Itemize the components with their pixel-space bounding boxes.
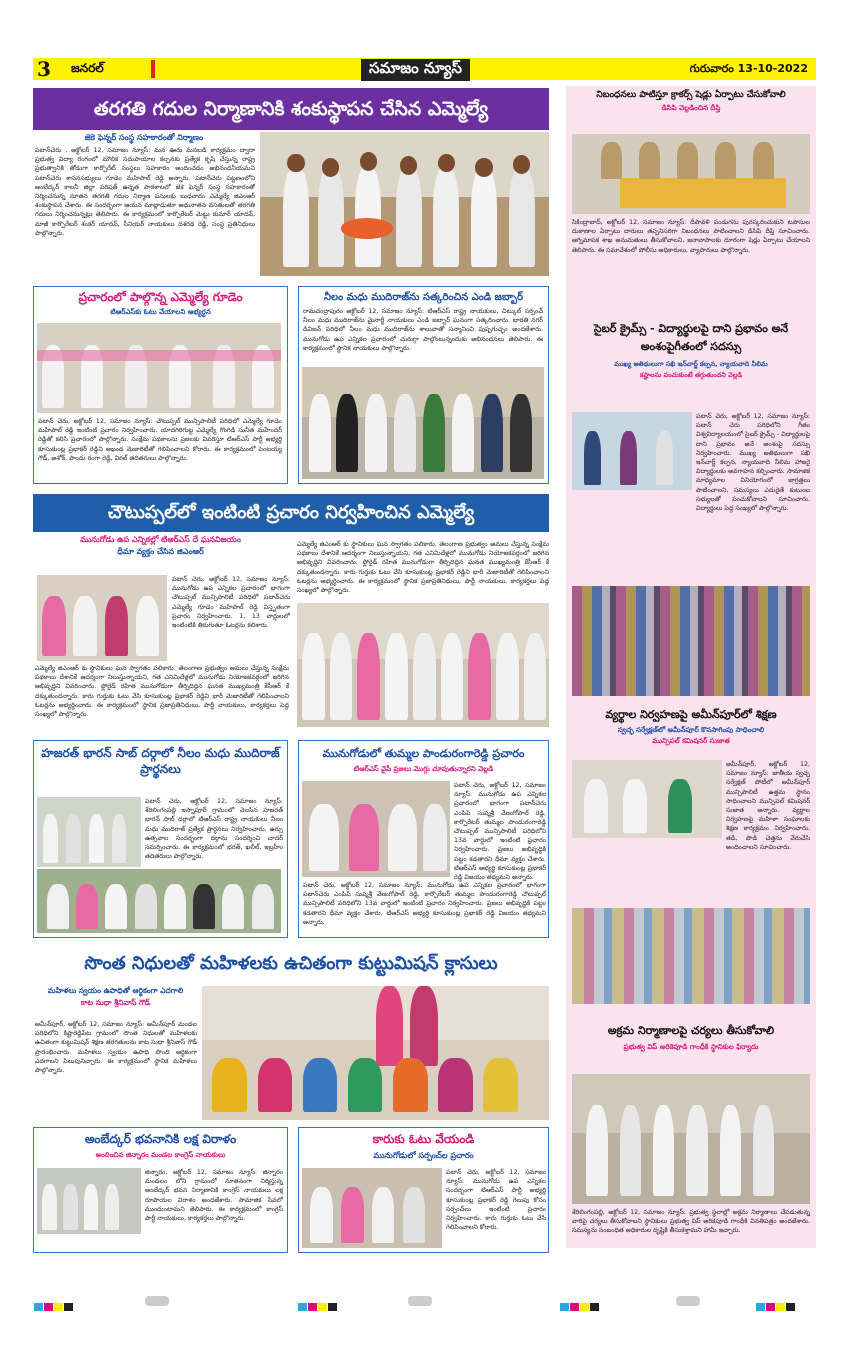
article-5-photo-2 <box>37 869 281 933</box>
article-2-photo <box>37 323 281 413</box>
article-5-body: పటాన్ చెరు, అక్టోబర్ 12, సమాజం న్యూస్: శేరిలింగంపల్లి ఇస్నాపూర్ గ్రామంలో వెలసిన హజరత్ భారన్ సాబ్ దర్గాలో టిఆర్ఎస్ రాష్ట్ర నాయకులు నీలం మధు ముదిరాజ్ ప్రత్యేక ప్రార్థనలు నిర్వహించారు. ఉర్సు ఉత్సవాల సందర్భంగా దర్గాను సందర్శించి చాదర్ సమర్పించారు. ఈ కార్యక్రమంలో భరత్, ఖలీల్, ఇబ్రహీం తదితరులు పాల్గొన్నారు. <box>145 798 283 861</box>
footer-color-bar-3 <box>560 1296 620 1306</box>
article-1-sub: జెకె ఫెన్నర్ సంస్థ సహకారంతో నిర్మాణం <box>84 133 204 142</box>
sidebar-article-4-body: శేరిలింగంపల్లి, అక్టోబర్ 12, సమాజం న్యూస్: ప్రభుత్వ స్థలాల్లో అక్రమ నిర్మాణాలు చేపడుతున్న వారిపై చర్యలు తీసుకోవాలని స్థానికులు ప్రభుత్వ విప్ అరికెపూడి గాంధీకి వినతిపత్రం అందజేశారు. సమస్యను సంబంధిత అధికారుల దృష్టికి తీసుకెళ్తామని హామీ ఇచ్చారు. <box>572 1209 810 1235</box>
article-4-photo-2 <box>297 603 549 727</box>
article-1-photo <box>260 132 549 276</box>
page-header <box>33 58 816 80</box>
sidebar-article-2-body: పటాన్ చెరు, అక్టోబర్ 12, సమాజం న్యూస్: పటాన్ చెరు పరిధిలోని గీతం విశ్వవిద్యాలయంలో సైబర్ క్రైమ్స్ - విద్యార్థులపై దాని ప్రభావం అనే అంశంపై సదస్సు నిర్వహించారు. ముఖ్య అతిథులుగా సఖి ఇన్‌చార్జ్ కల్పన, న్యాయవాది నీలిమ హాజరై విద్యార్థులకు అవగాహన కల్పించారు. సామాజిక మాధ్యమాల వినియోగంలో జాగ్రత్తలు పాటించాలని, సమస్యలు ఎదురైతే కుటుంబ సభ్యులతో పంచుకోవాలని సూచించారు. విద్యార్థులు పెద్ద సంఖ్యలో పాల్గొన్నారు. <box>696 413 810 513</box>
sidebar-article-4-photo <box>572 1074 810 1204</box>
footer-color-bar-2 <box>298 1296 358 1306</box>
article-6-body: పటాన్ చెరు, అక్టోబర్ 12, సమాజం న్యూస్: మునుగోడు ఉప ఎన్నికల ప్రచారంలో భాగంగా పటాన్‌చెరు ఎంపిపి సుష్మశ్రీ వేణుగోపాల్ రెడ్డి, కార్పొరేటర్ తుమ్మల పాండురంగారెడ్డి చౌటుప్పల్ మున్సిపాలిటీ పరిధిలోని 13వ వార్డులో ఇంటింటి ప్రచారం నిర్వహించారు. ప్రజలు అభివృద్ధికి పట్టం కడతారని ధీమా వ్యక్తం చేశారు. టిఆర్ఎస్ అభ్యర్థి కూసుకుంట్ల ప్రభాకర్ రెడ్డి విజయం తథ్యమని అన్నారు. <box>454 782 546 882</box>
header-divider <box>151 60 155 78</box>
footer-marker-3 <box>676 1296 700 1306</box>
article-6: మునుగోడులో తుమ్మల పాండురంగారెడ్డి ప్రచారం టిఆర్ఎస్ వైపే ప్రజలు మొగ్గు చూపుతున్నారని వెల్లడి పటాన్ చెరు, అక్టోబర్ 12, సమాజం న్యూస్: మునుగోడు ఉప ఎన్నికల ప్రచారంలో భాగంగా పటాన్‌చెరు ఎంపిపి సుష్మశ్రీ వేణుగోపాల్ రెడ్డి, కార్పొరేటర్ తుమ్మల పాండురంగారెడ్డి చౌటుప్పల్ మున్సిపాలిటీ పరిధిలోని 13వ వార్డులో ఇంటింటి ప్రచారం నిర్వహించారు. ప్రజలు అభివృద్ధికి పట్టం కడతారని ధీమా వ్యక్తం చేశారు. టిఆర్ఎస్ అభ్యర్థి కూసుకుంట్ల ప్రభాకర్ రెడ్డి విజయం తథ్యమని అన్నారు. పటాన్ చెరు, అక్టోబర్ 12, సమాజం న్యూస్: మునుగోడు ఉప ఎన్నికల ప్రచారంలో భాగంగా పటాన్‌చెరు ఎంపిపి సుష్మశ్రీ వేణుగోపాల్ రెడ్డి, కార్పొరేటర్ తుమ్మల పాండురంగారెడ్డి చౌటుప్పల్ మున్సిపాలిటీ పరిధిలోని 13వ వార్డులో ఇంటింటి ప్రచారం నిర్వహించారు. ప్రజలు అభివృద్ధికి పట్టం కడతారని ధీమా వ్యక్తం చేశారు. టిఆర్ఎస్ అభ్యర్థి కూసుకుంట్ల ప్రభాకర్ రెడ్డి విజయం తథ్యమని అన్నారు. <box>298 740 549 938</box>
article-3-body: రామచంద్రాపురం అక్టోబర్ 12, సమాజం న్యూస్: టిఆర్ఎస్ రాష్ట్ర నాయకులు, చిట్కుల్ సర్పంచ్ నీలం మధు ముదిరాజ్‌ను మైనార్టీ నాయకులు ఎండి జబ్బార్ ఘనంగా సత్కరించారు. భారతి నగర్ డివిజన్ పరిధిలో నీలం మధు ముదిరాజ్‌ను శాలువాతో సన్మానించి పుష్పగుచ్ఛం అందజేశారు. మునుగోడు ఉప ఎన్నికల ప్రచారంలో చురుగ్గా పాల్గొంటున్నందుకు అభినందనలు తెలిపారు. ఈ కార్యక్రమంలో స్థానిక నాయకులు పాల్గొన్నారు. <box>303 308 543 352</box>
footer-color-bar-4 <box>756 1296 816 1306</box>
sidebar-article-3-photo-2 <box>572 908 810 1004</box>
article-6-body-2: పటాన్ చెరు, అక్టోబర్ 12, సమాజం న్యూస్: మునుగోడు ఉప ఎన్నికల ప్రచారంలో భాగంగా పటాన్‌చెరు ఎంపిపి సుష్మశ్రీ వేణుగోపాల్ రెడ్డి, కార్పొరేటర్ తుమ్మల పాండురంగారెడ్డి చౌటుప్పల్ మున్సిపాలిటీ పరిధిలోని 13వ వార్డులో ఇంటింటి ప్రచారం నిర్వహించారు. ప్రజలు అభివృద్ధికి పట్టం కడతారని ధీమా వ్యక్తం చేశారు. టిఆర్ఎస్ అభ్యర్థి కూసుకుంట్ల ప్రభాకర్ రెడ్డి విజయం తథ్యమని అన్నారు. <box>303 882 546 926</box>
masthead: సమాజం న్యూస్ <box>361 59 470 81</box>
article-5-photo-1 <box>37 797 141 867</box>
article-1-body: పటాన్‌చెరు , అక్టోబర్ 12, సమాజం న్యూస్: మన ఊరు మనబడి కార్యక్రమం ద్వారా ప్రభుత్వ విద్యా రంగంలో మౌలిక సదుపాయాల కల్పనకు ప్రత్యేక కృషి చేస్తున్న రాష్ట్ర ప్రభుత్వానికి తోడుగా కార్పొరేట్ సంస్థలు సహకారం అందించడం అభినందనీయమని పటాన్‌చెరు శాసనసభ్యులు గూడెం మహిపాల్ రెడ్డి అన్నారు. పటాన్‌చెరు పట్టణంలోని అంబేద్కర్ కాలనీ జిల్లా పరిషత్ ఉన్నత పాఠశాలలో జెకె ఫెన్నర్ సంస్థ సహకారంతో నిర్మించనున్న నూతన తరగతి గదుల నిర్మాణ పనులకు బుధవారం ఎమ్మెల్యే జిఎంఆర్ శంకుస్థాపన చేశారు. ఈ సందర్భంగా ఆయన మాట్లాడుతూ అధునాతన వసతులతో తరగతి గదులు నిర్మించనున్నట్లు తెలిపారు. ఈ కార్యక్రమంలో కార్పొరేటర్ మెట్టు కుమార్ యాదవ్, మాజీ కార్పొరేటర్ శంకర్ యాదవ్, సీనియర్ నాయకులు దశరథ రెడ్డి, సంస్థ ప్రతినిధులు పాల్గొన్నారు. <box>35 147 255 237</box>
article-4-photo-1 <box>37 575 167 661</box>
article-4-body-2: ఎమ్మెల్యే జిఎంఆర్ కు స్థానికులు ఘన స్వాగతం పలికారు. తెలంగాణ ప్రభుత్వం అమలు చేస్తున్న సంక్షేమ పథకాలు దేశానికే ఆదర్శంగా నిలుస్తున్నాయని, గత ఎనిమిదేళ్లలో మునుగోడు నియోజకవర్గంలో జరిగిన అభివృద్ధిని వివరించారు. ఫ్లోరైడ్ రహిత మునుగోడుగా తీర్చిదిద్దిన ఘనత ముఖ్యమంత్రి కేసీఆర్ కే దక్కుతుందన్నారు. కారు గుర్తుకు ఓటు వేసి కూసుకుంట్ల ప్రభాకర్ రెడ్డిని భారీ మెజారిటీతో గెలిపించాలని ఓటర్లను అభ్యర్థించారు. ఈ కార్యక్రమంలో స్థానిక ప్రజాప్రతినిధులు, పార్టీ నాయకులు, కార్యకర్తలు పెద్ద సంఖ్యలో పాల్గొన్నారు. <box>297 541 549 595</box>
article-3: నీలం మధు ముదిరాజ్‌ను సత్కరించిన ఎండి జబ్బార్ రామచంద్రాపురం అక్టోబర్ 12, సమాజం న్యూస్: టిఆర్ఎస్ రాష్ట్ర నాయకులు, చిట్కుల్ సర్పంచ్ నీలం మధు ముదిరాజ్‌ను మైనార్టీ నాయకులు ఎండి జబ్బార్ ఘనంగా సత్కరించారు. భారతి నగర్ డివిజన్ పరిధిలో నీలం మధు ముదిరాజ్‌ను శాలువాతో సన్మానించి పుష్పగుచ్ఛం అందజేశారు. మునుగోడు ఉప ఎన్నికల ప్రచారంలో చురుగ్గా పాల్గొంటున్నందుకు అభినందనలు తెలిపారు. ఈ కార్యక్రమంలో స్థానిక నాయకులు పాల్గొన్నారు. <box>298 286 549 484</box>
article-9: కారుకు ఓటు వేయండి మునుగోడులో సర్పంచ్‌ల ప్రచారం పటాన్ చెరు, అక్టోబర్ 12, సమాజం న్యూస్: మునుగోడు ఉప ఎన్నికల సందర్భంగా టిఆర్ఎస్ పార్టీ అభ్యర్థి కూసుకుంట్ల ప్రభాకర్ రెడ్డి గెలుపు కోసం సర్పంచ్‌లు ఇంటింటి ప్రచారం నిర్వహించారు. కారు గుర్తుకు ఓటు వేసి గెలిపించాలని కోరారు. <box>298 1127 549 1253</box>
article-4-headline: చౌటుప్పల్‌లో ఇంటింటి ప్రచారం నిర్వహించిన ఎమ్మెల్యే <box>33 494 549 532</box>
article-8-photo <box>37 1168 141 1234</box>
sidebar-article-2-photo-2 <box>572 586 810 696</box>
sidebar-article-1-photo <box>572 134 810 214</box>
article-2-body: పటాన్ చెరు, అక్టోబర్ 12, సమాజం న్యూస్: చౌటుప్పల్ మున్సిపాలిటీ పరిధిలో ఎమ్మెల్యే గూడెం మహిపాల్ రెడ్డి ఇంటింటి ప్రచారం నిర్వహించారు. యాదగిరిగుట్ట ఎమ్మెల్యే గొంగిడి సునీత మహేందర్ రెడ్డితో కలిసి ప్రచారంలో పాల్గొన్నారు. సంక్షేమ పథకాలను ప్రజలకు వివరిస్తూ టిఆర్ఎస్ పార్టీ అభ్యర్థి కూసుకుంట్ల ప్రభాకర్ రెడ్డిని అఖండ మెజారిటీతో గెలిపించాలని కోరారు. ఈ కార్యక్రమంలో పెంటయ్య గౌడ్, అశోక్, పాండు రంగా రెడ్డి, విఠల్ తదితరులు పాల్గొన్నారు. <box>38 418 282 462</box>
sidebar-article-2-photo-1 <box>572 412 692 490</box>
article-1-headline: తరగతి గదుల నిర్మాణానికి శంకుస్థాపన చేసిన ఎమ్మెల్యే <box>33 88 549 130</box>
article-2: ప్రచారంలో పాల్గొన్న ఎమ్మెల్యే గూడెం టిఆర్ఎస్‌కు ఓటు వేయాలని అభ్యర్థన పటాన్ చెరు, అక్టోబర్ 12, సమాజం న్యూస్: చౌటుప్పల్ మున్సిపాలిటీ పరిధిలో ఎమ్మెల్యే గూడెం మహిపాల్ రెడ్డి ఇంటింటి ప్రచారం నిర్వహించారు. యాదగిరిగుట్ట ఎమ్మెల్యే గొంగిడి సునీత మహేందర్ రెడ్డితో కలిసి ప్రచారంలో పాల్గొన్నారు. సంక్షేమ పథకాలను ప్రజలకు వివరిస్తూ టిఆర్ఎస్ పార్టీ అభ్యర్థి కూసుకుంట్ల ప్రభాకర్ రెడ్డిని అఖండ మెజారిటీతో గెలిపించాలని కోరారు. ఈ కార్యక్రమంలో పెంటయ్య గౌడ్, అశోక్, పాండు రంగా రెడ్డి, విఠల్ తదితరులు పాల్గొన్నారు. <box>33 286 288 484</box>
article-9-body: పటాన్ చెరు, అక్టోబర్ 12, సమాజం న్యూస్: మునుగోడు ఉప ఎన్నికల సందర్భంగా టిఆర్ఎస్ పార్టీ అభ్యర్థి కూసుకుంట్ల ప్రభాకర్ రెడ్డి గెలుపు కోసం సర్పంచ్‌లు ఇంటింటి ప్రచారం నిర్వహించారు. కారు గుర్తుకు ఓటు వేసి గెలిపించాలని కోరారు. <box>446 1169 546 1232</box>
sidebar-article-1-body: సికింద్రాబాద్, అక్టోబర్ 12, సమాజం న్యూస్: దీపావళి పండుగను పురస్కరించుకుని టపాసుల దుకాణాల ఏర్పాటు దారులు తప్పనిసరిగా నిబంధనలు పాటించాలని డిసిపి దీప్తి సూచించారు. అగ్నిమాపక శాఖ అనుమతులు తీసుకోవాలని, జనావాసాలకు దూరంగా షెడ్లు ఏర్పాటు చేయాలని తెలిపారు. ఈ సమావేశంలో పోలీసు అధికారులు, వ్యాపారులు పాల్గొన్నారు. <box>572 219 810 254</box>
article-4-body-2b: ఎమ్మెల్యే జిఎంఆర్ కు స్థానికులు ఘన స్వాగతం పలికారు. తెలంగాణ ప్రభుత్వం అమలు చేస్తున్న సంక్షేమ పథకాలు దేశానికే ఆదర్శంగా నిలుస్తున్నాయని, గత ఎనిమిదేళ్లలో మునుగోడు నియోజకవర్గంలో జరిగిన అభివృద్ధిని వివరించారు. ఫ్లోరైడ్ రహిత మునుగోడుగా తీర్చిదిద్దిన ఘనత ముఖ్యమంత్రి కేసీఆర్ కే దక్కుతుందన్నారు. కారు గుర్తుకు ఓటు వేసి కూసుకుంట్ల ప్రభాకర్ రెడ్డిని భారీ మెజారిటీతో గెలిపించాలని ఓటర్లను అభ్యర్థించారు. ఈ కార్యక్రమంలో స్థానిక ప్రజాప్రతినిధులు, పార్టీ నాయకులు, కార్యకర్తలు పెద్ద సంఖ్యలో పాల్గొన్నారు. <box>35 665 289 719</box>
article-6-photo <box>302 781 450 877</box>
article-9-photo <box>302 1168 442 1248</box>
article-3-photo <box>302 367 544 479</box>
article-8-body: జిన్నారం, అక్టోబర్ 12, సమాజం న్యూస్: జిన్నారం మండలం లోని గ్రామంలో నూతనంగా నిర్మిస్తున్న అంబేద్కర్ భవన నిర్మాణానికి కాంగ్రెస్ నాయకులు లక్ష రూపాయల విరాళం అందజేశారు. సామాజిక సేవలో ముందుంటామని తెలిపారు. ఈ కార్యక్రమంలో కాంగ్రెస్ పార్టీ నాయకులు, కార్యకర్తలు పాల్గొన్నారు. <box>145 1169 283 1223</box>
sidebar-article-1: నిబంధనలు పాటిస్తూ క్రాకర్స్ షెడ్లు ఏర్పాటు చేసుకోవాలి డిసిపి వెల్లడించిన దీప్తి సికింద్రాబాద్, అక్టోబర్ 12, సమాజం న్యూస్: దీపావళి పండుగను పురస్కరించుకుని టపాసుల దుకాణాల ఏర్పాటు దారులు తప్పనిసరిగా నిబంధనలు పాటించాలని డిసిపి దీప్తి సూచించారు. అగ్నిమాపక శాఖ అనుమతులు తీసుకోవాలని, జనావాసాలకు దూరంగా షెడ్లు ఏర్పాటు చేయాలని తెలిపారు. ఈ సమావేశంలో పోలీసు అధికారులు, వ్యాపారులు పాల్గొన్నారు. <box>570 90 812 378</box>
page-number: 3 <box>37 57 51 81</box>
sidebar-article-2: సైబర్ క్రైమ్స్ - విద్యార్థులపై దాని ప్రభావం అనే అంశంపైగీతంలో సదస్సు ముఖ్య అతిథులుగా సఖి ఇన్‌చార్జ్ కల్పన, న్యాయవాది నీలిమ కష్టాలను పంచుకుంటే తగ్గుతుందని వెల్లడి పటాన్ చెరు, అక్టోబర్ 12, సమాజం న్యూస్: పటాన్ చెరు పరిధిలోని గీతం విశ్వవిద్యాలయంలో సైబర్ క్రైమ్స్ - విద్యార్థులపై దాని ప్రభావం అనే అంశంపై సదస్సు నిర్వహించారు. ముఖ్య అతిథులుగా సఖి ఇన్‌చార్జ్ కల్పన, న్యాయవాది నీలిమ హాజరై విద్యార్థులకు అవగాహన కల్పించారు. సామాజిక మాధ్యమాల వినియోగంలో జాగ్రత్తలు పాటించాలని, సమస్యలు ఎదురైతే కుటుంబ సభ్యులతో పంచుకోవాలని సూచించారు. విద్యార్థులు పెద్ద సంఖ్యలో పాల్గొన్నారు. <box>570 320 812 700</box>
section-label: జనరల్ <box>71 61 104 75</box>
sidebar-article-3-body: అమీన్‌పూర్, అక్టోబర్ 12, సమాజం న్యూస్: జాతీయ స్వచ్ఛ సర్వేక్షణ్ పోటీలో అమీన్‌పూర్ మున్సిపాలిటీ ఉత్తమ స్థానం సాధించాలని మున్సిపల్ కమిషనర్ సుజాత అన్నారు. వ్యర్థాల నిర్వహణపై మహిళా సంఘాలకు శిక్షణ కార్యక్రమం నిర్వహించారు. తడి, పొడి చెత్తను వేరుచేసి అందించాలని సూచించారు. <box>726 761 810 851</box>
article-7-subs: మహిళలు స్వయం ఉపాధితో ఆర్థికంగా ఎదగాలి కాట సుధా శ్రీనివాస్ గౌడ్ <box>47 986 184 1007</box>
article-5: హజరత్ భారన్ సాబ్ దర్గాలో నీలం మధు ముదిరాజ్ ప్రార్థనలు పటాన్ చెరు, అక్టోబర్ 12, సమాజం న్యూస్: శేరిలింగంపల్లి ఇస్నాపూర్ గ్రామంలో వెలసిన హజరత్ భారన్ సాబ్ దర్గాలో టిఆర్ఎస్ రాష్ట్ర నాయకులు నీలం మధు ముదిరాజ్ ప్రత్యేక ప్రార్థనలు నిర్వహించారు. ఉర్సు ఉత్సవాల సందర్భంగా దర్గాను సందర్శించి చాదర్ సమర్పించారు. ఈ కార్యక్రమంలో భరత్, ఖలీల్, ఇబ్రహీం తదితరులు పాల్గొన్నారు. <box>33 740 288 938</box>
sidebar-article-4: అక్రమ నిర్మాణాలపై చర్యలు తీసుకోవాలి ప్రభుత్వ విప్ అరికెపూడి గాంధీకి స్థానికుల ఫిర్యాదు శేరిలింగంపల్లి, అక్టోబర్ 12, సమాజం న్యూస్: ప్రభుత్వ స్థలాల్లో అక్రమ నిర్మాణాలు చేపడుతున్న వారిపై చర్యలు తీసుకోవాలని స్థానికులు ప్రభుత్వ విప్ అరికెపూడి గాంధీకి వినతిపత్రం అందజేశారు. సమస్యను సంబంధిత అధికారుల దృష్టికి తీసుకెళ్తామని హామీ ఇచ్చారు. <box>570 1024 812 1246</box>
article-4-subs: మునుగోడు ఉప ఎన్నికల్లో టిఆర్ఎస్ దే ఘనవిజయం ధీమా వ్యక్తం చేసిన జిఎంఆర్ <box>80 535 241 556</box>
issue-date: గురువారం 13-10-2022 <box>689 62 808 75</box>
sidebar-article-3-photo-1 <box>572 760 722 838</box>
footer-marker-1 <box>145 1296 169 1306</box>
article-7-headline: సొంత నిధులతో మహిళలకు ఉచితంగా కుట్టుమిషన్ క్లాసులు <box>84 953 498 974</box>
footer-color-bar-1 <box>34 1296 94 1306</box>
article-7-body: అమీన్‌పూర్, అక్టోబర్ 12, సమాజం న్యూస్: అమీన్‌పూర్ మండల పరిధిలోని కిష్టారెడ్డిపేట గ్రామంలో సొంత నిధులతో మహిళలకు ఉచితంగా కుట్టుమిషన్ శిక్షణ తరగతులను కాట సుధా శ్రీనివాస్ గౌడ్ ప్రారంభించారు. మహిళలు స్వయం ఉపాధి పొంది ఆర్థికంగా ఎదగాలని పిలుపునిచ్చారు. ఈ కార్యక్రమంలో స్థానిక మహిళలు పాల్గొన్నారు. <box>35 1021 197 1075</box>
sidebar-article-3: వ్యర్థాల నిర్వహణపై అమీన్‌పూర్‌లో శిక్షణ స్వచ్ఛ సర్వేక్షణ్‌లో అమీన్‌పూర్‌ కొనసాగింపు సాధించాలి మున్సిపల్ కమిషనర్ సుజాత అమీన్‌పూర్, అక్టోబర్ 12, సమాజం న్యూస్: జాతీయ స్వచ్ఛ సర్వేక్షణ్ పోటీలో అమీన్‌పూర్ మున్సిపాలిటీ ఉత్తమ స్థానం సాధించాలని మున్సిపల్ కమిషనర్ సుజాత అన్నారు. వ్యర్థాల నిర్వహణపై మహిళా సంఘాలకు శిక్షణ కార్యక్రమం నిర్వహించారు. తడి, పొడి చెత్తను వేరుచేసి అందించాలని సూచించారు. <box>570 708 812 1008</box>
footer-marker-2 <box>408 1296 432 1306</box>
article-4-body-1: పటాన్ చెరు, అక్టోబర్ 12, సమాజం న్యూస్: మునుగోడు ఉప ఎన్నికల ప్రచారంలో భాగంగా చౌటుప్పల్ మున్సిపాలిటీ పరిధిలో పటాన్‌చెరు ఎమ్మెల్యే గూడెం మహిపాల్ రెడ్డి విస్తృతంగా ప్రచారం నిర్వహించారు. 1, 13 వార్డులలో ఇంటింటికి తిరుగుతూ ఓటర్లను కలిశారు. <box>172 576 290 630</box>
article-8: అంబేద్కర్ భవనానికి లక్ష విరాళం అందించిన జిన్నారం మండల కాంగ్రెస్ నాయకులు జిన్నారం, అక్టోబర్ 12, సమాజం న్యూస్: జిన్నారం మండలం లోని గ్రామంలో నూతనంగా నిర్మిస్తున్న అంబేద్కర్ భవన నిర్మాణానికి కాంగ్రెస్ నాయకులు లక్ష రూపాయల విరాళం అందజేశారు. సామాజిక సేవలో ముందుంటామని తెలిపారు. ఈ కార్యక్రమంలో కాంగ్రెస్ పార్టీ నాయకులు, కార్యకర్తలు పాల్గొన్నారు. <box>33 1127 288 1253</box>
article-7-photo <box>202 986 549 1120</box>
